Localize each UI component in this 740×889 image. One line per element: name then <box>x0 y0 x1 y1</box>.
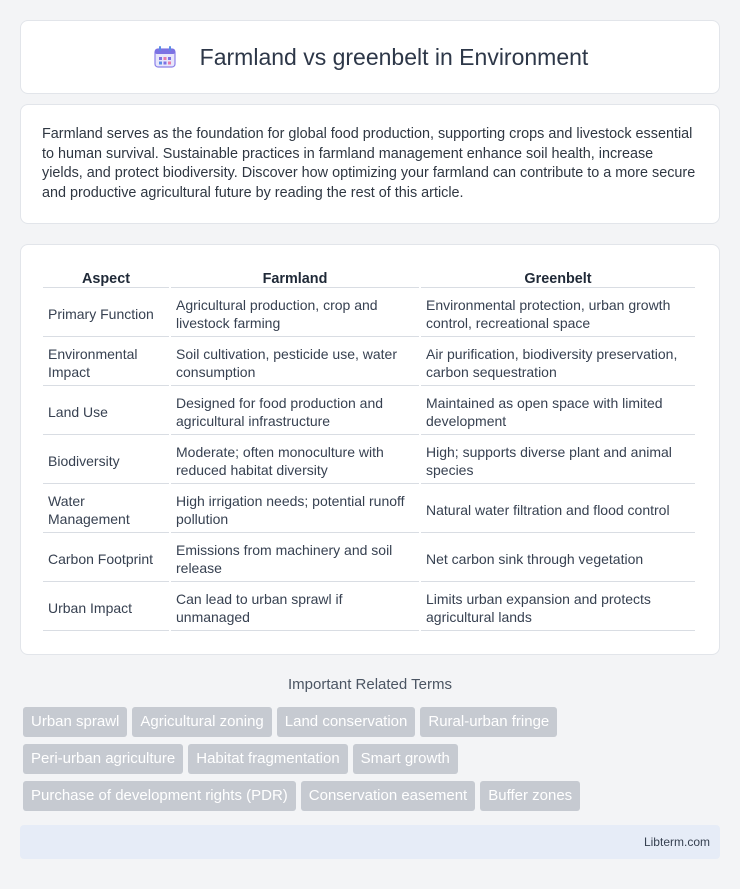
aspect-cell: Biodiversity <box>43 437 169 484</box>
table-row <box>43 437 695 484</box>
greenbelt-cell: Maintained as open space with limited development <box>421 388 695 435</box>
related-term-tag[interactable]: Smart growth <box>353 744 458 774</box>
intro-text: Farmland serves as the foundation for global food production, supporting crops and livestock essential to human survival. Sustainable practices in farmland management enhance soil health, increase yields, and protect biodiversity. Discover how optimizing your farmland can contribute to a more secure and productive agricultural future by reading the rest of this article. <box>42 126 696 201</box>
table-row <box>43 584 695 631</box>
farmland-cell: High irrigation needs; potential runoff pollution <box>171 486 419 533</box>
farmland-cell: Soil cultivation, pesticide use, water consumption <box>171 339 419 386</box>
related-term-tag[interactable]: Buffer zones <box>480 781 580 811</box>
table-row <box>43 535 695 582</box>
table-row <box>43 339 695 386</box>
aspect-cell: Carbon Footprint <box>43 535 169 582</box>
related-term-tag[interactable]: Urban sprawl <box>23 707 127 737</box>
farmland-cell: Agricultural production, crop and livestock farming <box>171 290 419 337</box>
related-terms-title: Important Related Terms <box>288 676 452 693</box>
aspect-cell: Water Management <box>43 486 169 533</box>
table-row <box>43 388 695 435</box>
related-term-tag[interactable]: Habitat fragmentation <box>188 744 347 774</box>
greenbelt-cell: Limits urban expansion and protects agricultural lands <box>421 584 695 631</box>
related-term-tag[interactable]: Rural-urban fringe <box>420 707 557 737</box>
table-header-row <box>43 267 695 288</box>
aspect-cell: Land Use <box>43 388 169 435</box>
farmland-cell: Emissions from machinery and soil release <box>171 535 419 582</box>
farmland-cell: Designed for food production and agricultural infrastructure <box>171 388 419 435</box>
footer <box>20 825 720 859</box>
aspect-cell: Primary Function <box>43 290 169 337</box>
table-row <box>43 290 695 337</box>
aspect-cell: Urban Impact <box>43 584 169 631</box>
farmland-cell: Moderate; often monoculture with reduced habitat diversity <box>171 437 419 484</box>
column-header-aspect: Aspect <box>43 267 169 288</box>
header-card <box>20 20 720 94</box>
comparison-card <box>20 244 720 655</box>
column-header-greenbelt: Greenbelt <box>421 267 695 288</box>
table-row <box>43 486 695 533</box>
comparison-table <box>41 265 697 633</box>
related-term-tag[interactable]: Land conservation <box>277 707 416 737</box>
related-term-tag[interactable]: Agricultural zoning <box>132 707 271 737</box>
related-term-tag[interactable]: Purchase of development rights (PDR) <box>23 781 296 811</box>
page-title: Farmland vs greenbelt in Environment <box>199 43 589 70</box>
related-terms-list <box>23 707 723 818</box>
footer-site-link[interactable]: Libterm.com <box>643 835 710 849</box>
farmland-cell: Can lead to urban sprawl if unmanaged <box>171 584 419 631</box>
greenbelt-cell: High; supports diverse plant and animal species <box>421 437 695 484</box>
greenbelt-cell: Natural water filtration and flood control <box>421 486 695 533</box>
aspect-cell: Environmental Impact <box>43 339 169 386</box>
calendar-icon <box>152 44 178 70</box>
greenbelt-cell: Net carbon sink through vegetation <box>421 535 695 582</box>
related-term-tag[interactable]: Peri-urban agriculture <box>23 744 183 774</box>
intro-card <box>20 104 720 224</box>
related-term-tag[interactable]: Conservation easement <box>301 781 475 811</box>
greenbelt-cell: Environmental protection, urban growth control, recreational space <box>421 290 695 337</box>
column-header-farmland: Farmland <box>171 267 419 288</box>
greenbelt-cell: Air purification, biodiversity preservation, carbon sequestration <box>421 339 695 386</box>
